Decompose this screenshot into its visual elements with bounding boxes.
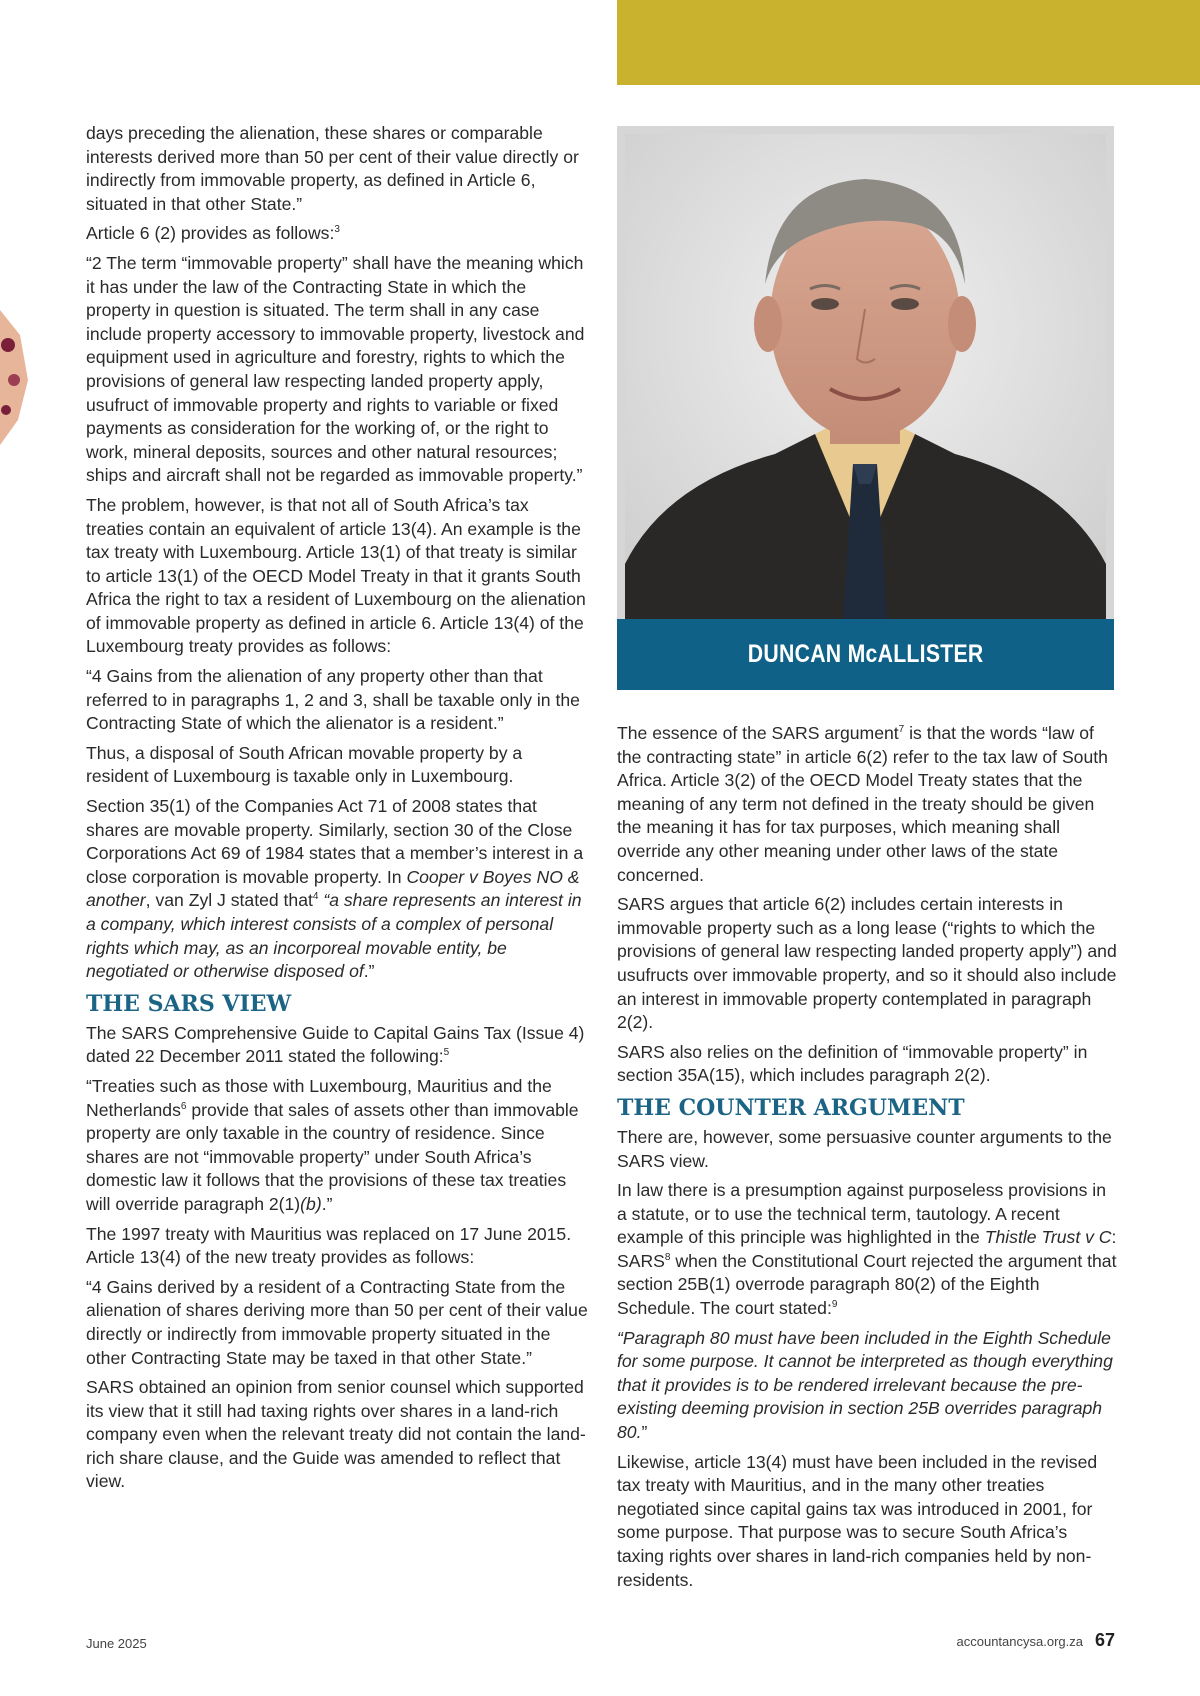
left-column [86,122,588,1500]
page-number: 67 [1094,1630,1115,1650]
paragraph: There are, however, some persuasive counter arguments to the SARS view. [617,1126,1112,1171]
footnote-ref[interactable]: 6 [180,1100,187,1112]
paragraph: Article 6 (2) provides as follows:$^3$ [86,223,340,244]
paragraph: SARS obtained an opinion from senior counsel which supported its view that it still had taxing rights over shares in a land-rich company even when the relevant treaty did not contain the land-rich share clause, and the Guide was amended to reflect that view. [86,1377,586,1492]
footnote-ref[interactable]: 7 [898,724,905,736]
paragraph: SARS argues that article 6(2) includes certain interests in immovable property such as a long lease (“rights to which the provisions of general law respecting landed property apply”) and usufructs over immovable property, and so it should also include an interest in immovable property contemplated in paragraph 2(2). [617,894,1117,1033]
footnote-ref[interactable]: 3 [334,224,340,236]
section-heading-sars-view: THE SARS VIEW [86,990,292,1017]
quote-paragraph: “Treaties such as those with Luxembourg, Mauritius and the Netherlands$^6$ provide that sales of assets other than immovable property are only taxable in the country of residence. Since shares are not “immovable property” under South Africa’s domestic law it follows that the provisions of these tax treaties will override paragraph 2(1)(b).” [86,1075,579,1214]
paragraph: days preceding the alienation, these shares or comparable interests derived more than 50 per cent of their value directly or indirectly from immovable property, as defined in Article 6, situated in that other State.” [86,123,579,214]
quote-paragraph: “2 The term “immovable property” shall have the meaning which it has under the law of the Contracting State in which the property in question is situated. The term shall in any case include property accessory to immovable property, livestock and equipment used in agriculture and forestry, rights to which the provisions of general law respecting landed property apply, usufruct of immovable property and rights to variable or fixed payments as consideration for the working of, or the right to work, mineral deposits, sources and other natural resources; ships and aircraft shall not be regarded as immovable property.” [86,252,585,486]
case-name: Thistle Trust v C [984,1227,1112,1248]
author-photo [617,126,1114,619]
paragraph: The essence of the SARS argument$^7$ is that the words “law of the contracting state” in article 6(2) refer to the tax law of South Africa. Article 3(2) of the OECD Model Treaty states that the meaning of any term not defined in the treaty should be given the meaning it has for tax purposes, which meaning shall override any other meaning under other laws of the state concerned. [617,723,1108,885]
paragraph: The 1997 treaty with Mauritius was replaced on 17 June 2015. Article 13(4) of the new treaty provides as follows: [86,1223,572,1268]
paragraph: Thus, a disposal of South African movable property by a resident of Luxembourg is taxable only in Luxembourg. [86,742,523,787]
gold-header-bar [617,0,1200,85]
paragraph: In law there is a presumption against purposeless provisions in a statute, or to use the technical term, tautology. A recent example of this principle was highlighted in the Thistle Trust v C: SARS$^8$ when the Constitutional Court rejected the argument that section 25B(1) overrode paragraph 80(2) of the Eighth Schedule. The court stated:$^9$ [617,1180,1117,1319]
author-name-banner [617,619,1114,690]
section-heading-counter-argument: THE COUNTER ARGUMENT [617,1094,965,1121]
paragraph: The SARS Comprehensive Guide to Capital Gains Tax (Issue 4) dated 22 December 2011 stated the following:$^5$ [86,1022,585,1067]
footer-date: June 2025 [86,1636,147,1651]
right-column [617,722,1117,1598]
paragraph: Section 35(1) of the Companies Act 71 of 2008 states that shares are movable property. Similarly, section 30 of the Close Corporations Act 69 of 1984 states that a member’s interest in a close corporation is movable property. In Cooper v Boyes NO & another, van Zyl J stated that$^4$ “a share represents an interest in a company, which interest consists of a complex of personal rights which may, as an incorporeal movable entity, be negotiated or otherwise disposed of.” [86,796,584,982]
footnote-ref[interactable]: 8 [664,1252,671,1264]
paragraph: SARS also relies on the definition of “immovable property” in section 35A(15), which includes paragraph 2(2). [617,1041,1088,1086]
case-name: Cooper v Boyes NO & another [86,866,580,911]
decorative-flower-edge [0,300,30,450]
paragraph: The problem, however, is that not all of South Africa’s tax treaties contain an equivalent of article 13(4). An example is the tax treaty with Luxembourg. Article 13(1) of that treaty is similar to article 13(1) of the OECD Model Treaty in that it grants South Africa the right to tax a resident of Luxembourg on the alienation of immovable property as defined in article 6. Article 13(4) of the Luxembourg treaty provides as follows: [86,494,586,657]
footnote-ref[interactable]: 9 [831,1299,838,1311]
quote-paragraph: “4 Gains derived by a resident of a Contracting State from the alienation of shares deriving more than 50 per cent of their value directly or indirectly from immovable property situated in the other Contracting State may be taxed in that other State.” [86,1276,588,1368]
footnote-ref[interactable]: 4 [312,891,319,903]
quote-paragraph: “Paragraph 80 must have been included in the Eighth Schedule for some purpose. It cannot be interpreted as though everything that it provides is to be rendered irrelevant because the pre-existing deeming provision in section 25B overrides paragraph 80.” [617,1327,1113,1443]
author-name: DUNCAN McALLISTER [747,640,984,668]
footer-site-link[interactable]: accountancysa.org.za [956,1634,1083,1649]
footer [957,1630,1116,1651]
paragraph: Likewise, article 13(4) must have been included in the revised tax treaty with Mauritius, and in the many other treaties negotiated since capital gains tax was introduced in 2001, for some purpose. That purpose was to secure South Africa’s taxing rights over shares in land-rich companies held by non-residents. [617,1451,1098,1590]
author-portrait-image [625,134,1106,619]
footnote-ref[interactable]: 5 [443,1047,450,1059]
quote-italic: “a share represents an interest in a company, which interest consists of a complex of personal rights which may, as an incorporeal movable entity, be negotiated or otherwise disposed of [86,890,582,982]
quote-paragraph: “4 Gains from the alienation of any property other than that referred to in paragraphs 1, 2 and 3, shall be taxable only in the Contracting State of which the alienator is a resident.” [86,666,580,734]
